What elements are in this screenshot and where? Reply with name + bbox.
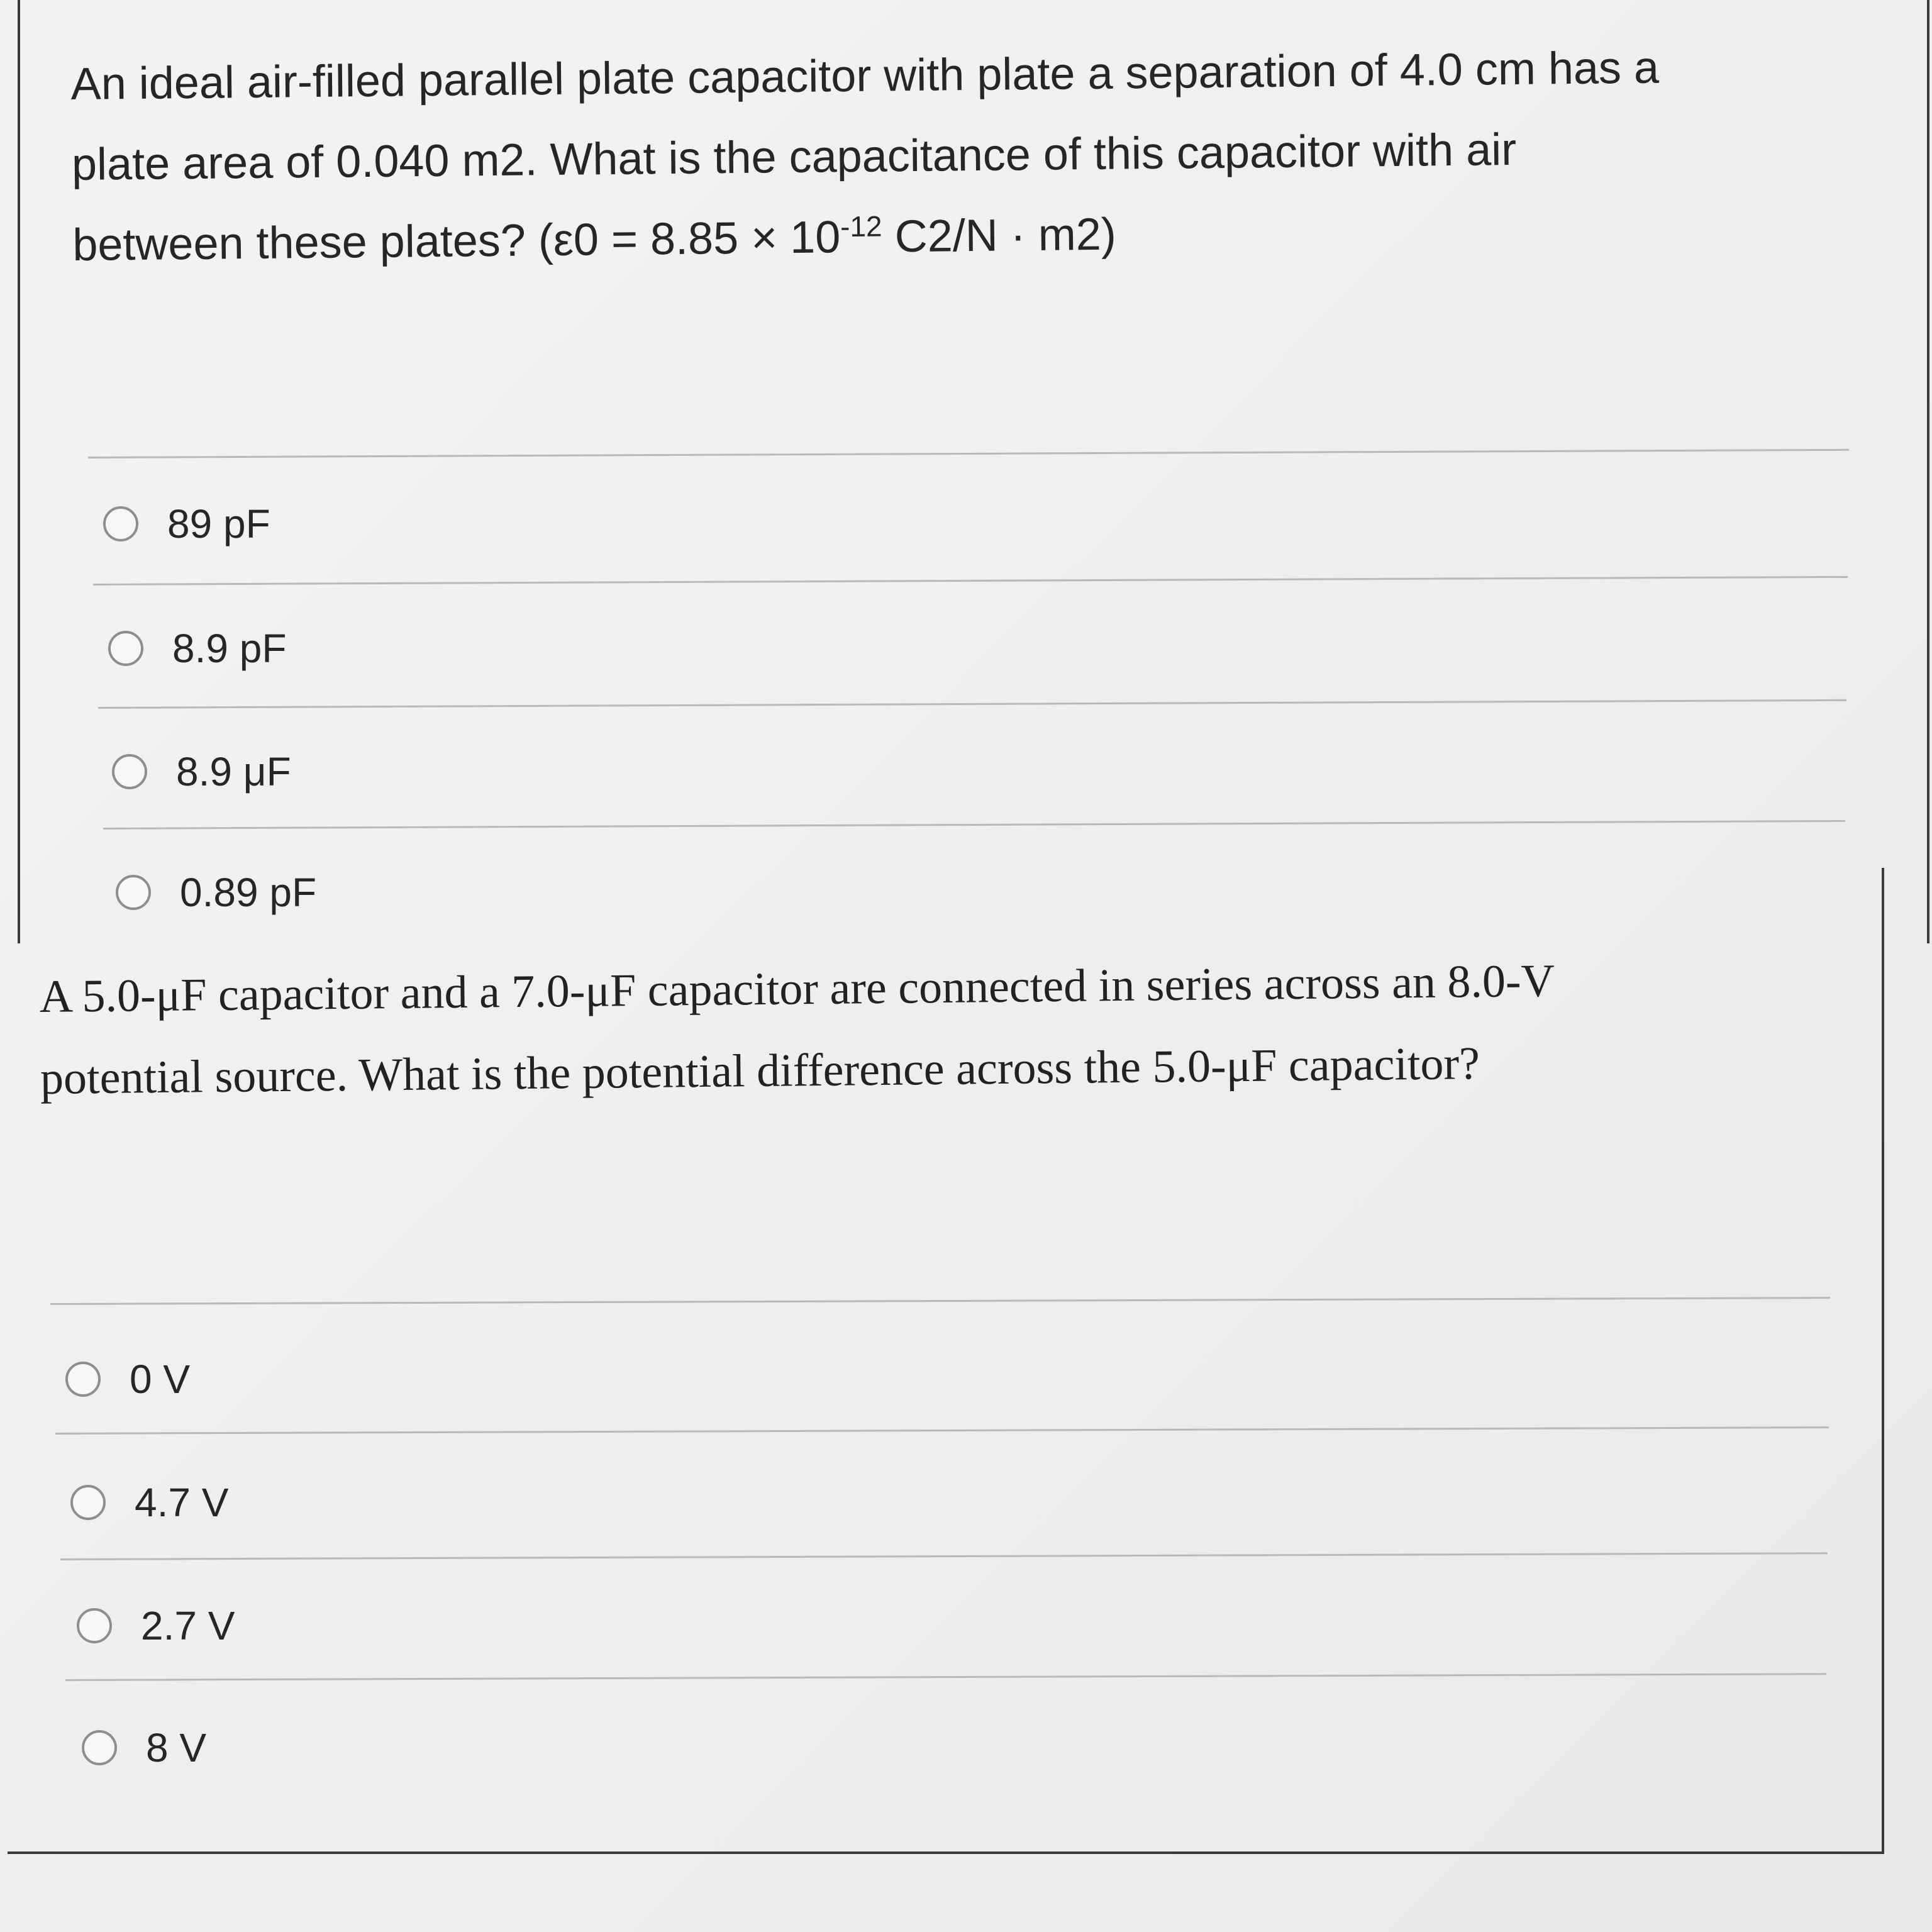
q2-option-8V[interactable] [82,1724,206,1771]
q2-option-4-7V[interactable] [70,1479,228,1526]
question1-line3 [72,209,1116,270]
option-label: 2.7 V [141,1603,235,1648]
radio-button[interactable] [65,1362,101,1397]
question1-line3-end: C2/N · m2) [882,209,1117,262]
radio-button[interactable] [82,1730,117,1765]
radio-button[interactable] [70,1485,106,1520]
question1-exponent: -12 [840,209,882,243]
question2-line1: A 5.0-μF capacitor and a 7.0-μF capacitor are connected in series across an 8.0-V [39,955,1555,1023]
q1-option-0-89pF[interactable] [116,869,316,916]
question1-text [70,25,1897,286]
radio-button[interactable] [77,1608,112,1643]
q1-option-89pF[interactable] [103,501,270,547]
radio-button[interactable] [103,506,138,541]
option-label: 8.9 μF [176,749,291,794]
question2-line2: potential source. What is the potential difference across the 5.0-μF capacitor? [40,1038,1480,1104]
question1-line3-start: between these plates? (ε0 = 8.85 × 10 [72,212,841,270]
option-label: 89 pF [167,501,270,547]
radio-button[interactable] [116,875,151,910]
question1-line2: plate area of 0.040 m2. What is the capacitance of this capacitor with air [71,124,1517,190]
option-label: 0 V [130,1357,191,1402]
option-label: 4.7 V [135,1480,229,1525]
q2-option-2-7V[interactable] [77,1602,235,1649]
q2-option-0V[interactable] [65,1356,190,1402]
q1-option-8-9uF[interactable] [112,748,291,795]
radio-button[interactable] [112,754,147,789]
option-label: 8.9 pF [172,626,287,671]
option-label: 8 V [146,1725,207,1770]
option-label: 0.89 pF [180,870,317,915]
question2-text [39,937,1865,1119]
radio-button[interactable] [108,631,143,666]
q1-option-8-9pF[interactable] [108,625,286,672]
question1-line1: An ideal air-filled parallel plate capacitor with plate a separation of 4.0 cm has a [70,42,1660,109]
